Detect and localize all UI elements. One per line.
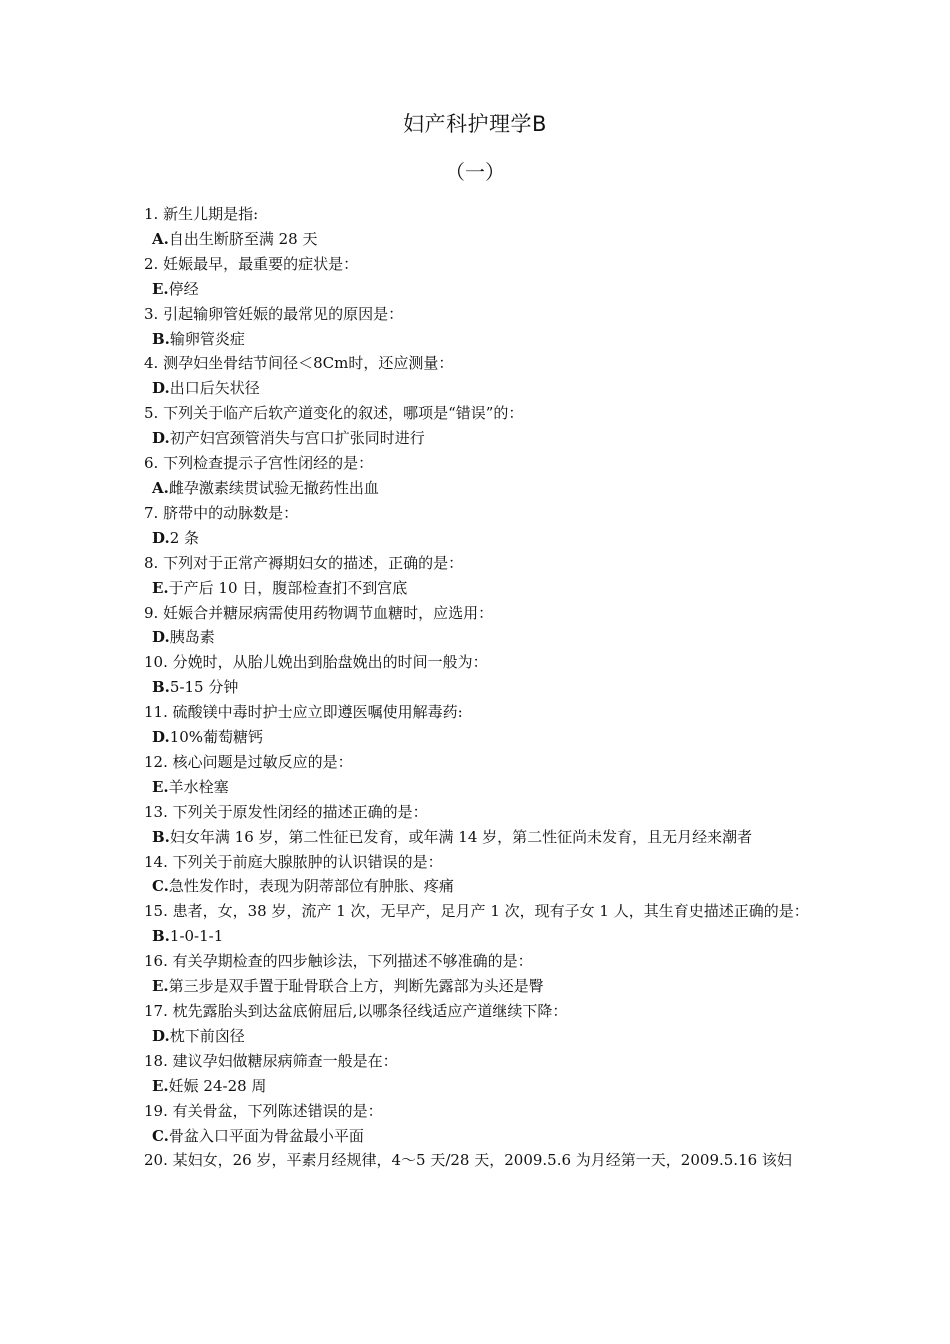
answer-text: 骨盆入口平面为骨盆最小平面 [168,1126,364,1145]
answer-text: 第三步是双手置于耻骨联合上方，判断先露部为头还是臀 [168,977,544,996]
question-text: 16. 有关孕期检查的四步触诊法，下列描述不够准确的是： [144,952,533,971]
answer-letter: D. [152,728,170,747]
answer-letter: D. [152,1026,170,1045]
question-text: 9. 妊娠合并糖尿病需使用药物调节血糖时，应选用： [144,603,494,622]
question-text: 11. 硫酸镁中毒时护士应立即遵医嘱使用解毒药: [144,703,463,722]
answer-letter: B. [152,927,170,946]
question-text: 4. 测孕妇坐骨结节间径＜8Cm时，还应测量： [144,354,454,373]
answer-text: 输卵管炎症 [169,329,245,348]
answer-line [144,675,814,700]
answer-text: 初产妇宫颈管消失与宫口扩张同时进行 [169,429,425,448]
question-text: 18. 建议孕妇做糖尿病筛查一般是在： [144,1051,398,1070]
question-text: 20. 某妇女，26 岁，平素月经规律，4～5 天/28 天，2009.5.6 为月经第一天，2009.5.16 该妇 [144,1151,792,1170]
answer-letter: D. [152,379,170,398]
question-text: 15. 患者，女，38 岁，流产 1 次，无早产，足月产 1 次，现有子女 1 人，其生育史描述正确的是： [144,902,809,921]
answer-letter: E. [152,777,169,796]
document-title: 妇产科护理学B [403,112,547,136]
answer-line [144,376,814,401]
question-text: 12. 核心问题是过敏反应的是： [144,752,353,771]
answer-line [144,526,814,551]
answer-text: 于产后 10 日，腹部检查扪不到宫底 [168,578,408,597]
answer-text: 停经 [168,279,199,298]
answer-line [144,576,814,601]
answer-letter: C. [152,877,169,896]
question-text: 6. 下列检查提示子宫性闭经的是： [144,454,374,473]
question-text: 14. 下列关于前庭大腺脓肿的认识错误的是： [144,852,443,871]
answer-text: 妇女年满 16 岁，第二性征已发育，或年满 14 岁，第二性征尚未发育，且无月经来潮者 [169,827,753,846]
answer-line [144,1074,814,1099]
answer-text: 出口后矢状径 [169,379,260,398]
answer-letter: E. [152,578,169,597]
answer-letter: C. [152,1126,169,1145]
answer-text: 妊娠 24-28 周 [168,1076,267,1095]
answer-line [144,725,814,750]
question-text: 17. 枕先露胎头到达盆底俯屈后,以哪条径线适应产道继续下降： [144,1002,568,1020]
question-text: 2. 妊娠最早，最重要的症状是： [144,254,359,273]
answer-text: 急性发作时，表现为阴蒂部位有肿胀、疼痛 [168,877,454,896]
answer-text: 枕下前囟径 [169,1026,245,1045]
answer-text: 10%葡萄糖钙 [169,728,264,747]
answer-letter: B. [152,329,170,348]
answer-text: 雌孕激素续贯试验无撤药性出血 [168,478,379,497]
question-text: 13. 下列关于原发性闭经的描述正确的是： [144,802,428,821]
answer-letter: E. [152,1076,169,1095]
answer-line [144,426,814,451]
answer-text: 1-0-1-1 [169,927,224,946]
question-text: 7. 脐带中的动脉数是： [144,503,299,522]
question-text: 10. 分娩时，从胎儿娩出到胎盘娩出的时间一般为： [144,653,488,672]
answer-line [144,775,814,800]
answer-letter: D. [152,429,170,448]
answer-letter: A. [152,229,169,248]
answer-text: 胰岛素 [169,628,215,647]
question-text: 5. 下列关于临产后软产道变化的叙述，哪项是“错误”的： [144,404,524,423]
answer-line [144,625,814,650]
answer-line [144,1024,814,1049]
question-list [144,202,814,1173]
question-text: 19. 有关骨盆，下列陈述错误的是： [144,1101,383,1120]
answer-line [144,825,814,850]
answer-line [144,1124,814,1149]
question-text: 1. 新生儿期是指: [144,205,259,223]
answer-line [144,227,814,252]
answer-text: 自出生断脐至满 28 天 [168,229,318,248]
document-subtitle: （一） [445,160,505,184]
answer-line [144,974,814,999]
answer-letter: D. [152,528,170,547]
answer-letter: E. [152,279,169,298]
answer-text: 2 条 [169,528,200,547]
answer-letter: D. [152,628,170,647]
answer-letter: E. [152,977,169,996]
answer-line [144,476,814,501]
answer-letter: B. [152,678,170,697]
answer-line [144,874,814,899]
answer-line [144,924,814,949]
answer-text: 5-15 分钟 [169,678,239,697]
answer-line [144,327,814,352]
answer-text: 羊水栓塞 [168,777,229,796]
answer-letter: A. [152,478,169,497]
question-text: 8. 下列对于正常产褥期妇女的描述，正确的是： [144,553,464,572]
question-text: 3. 引起输卵管妊娠的最常见的原因是： [144,304,404,323]
answer-letter: B. [152,827,170,846]
answer-line [144,277,814,302]
